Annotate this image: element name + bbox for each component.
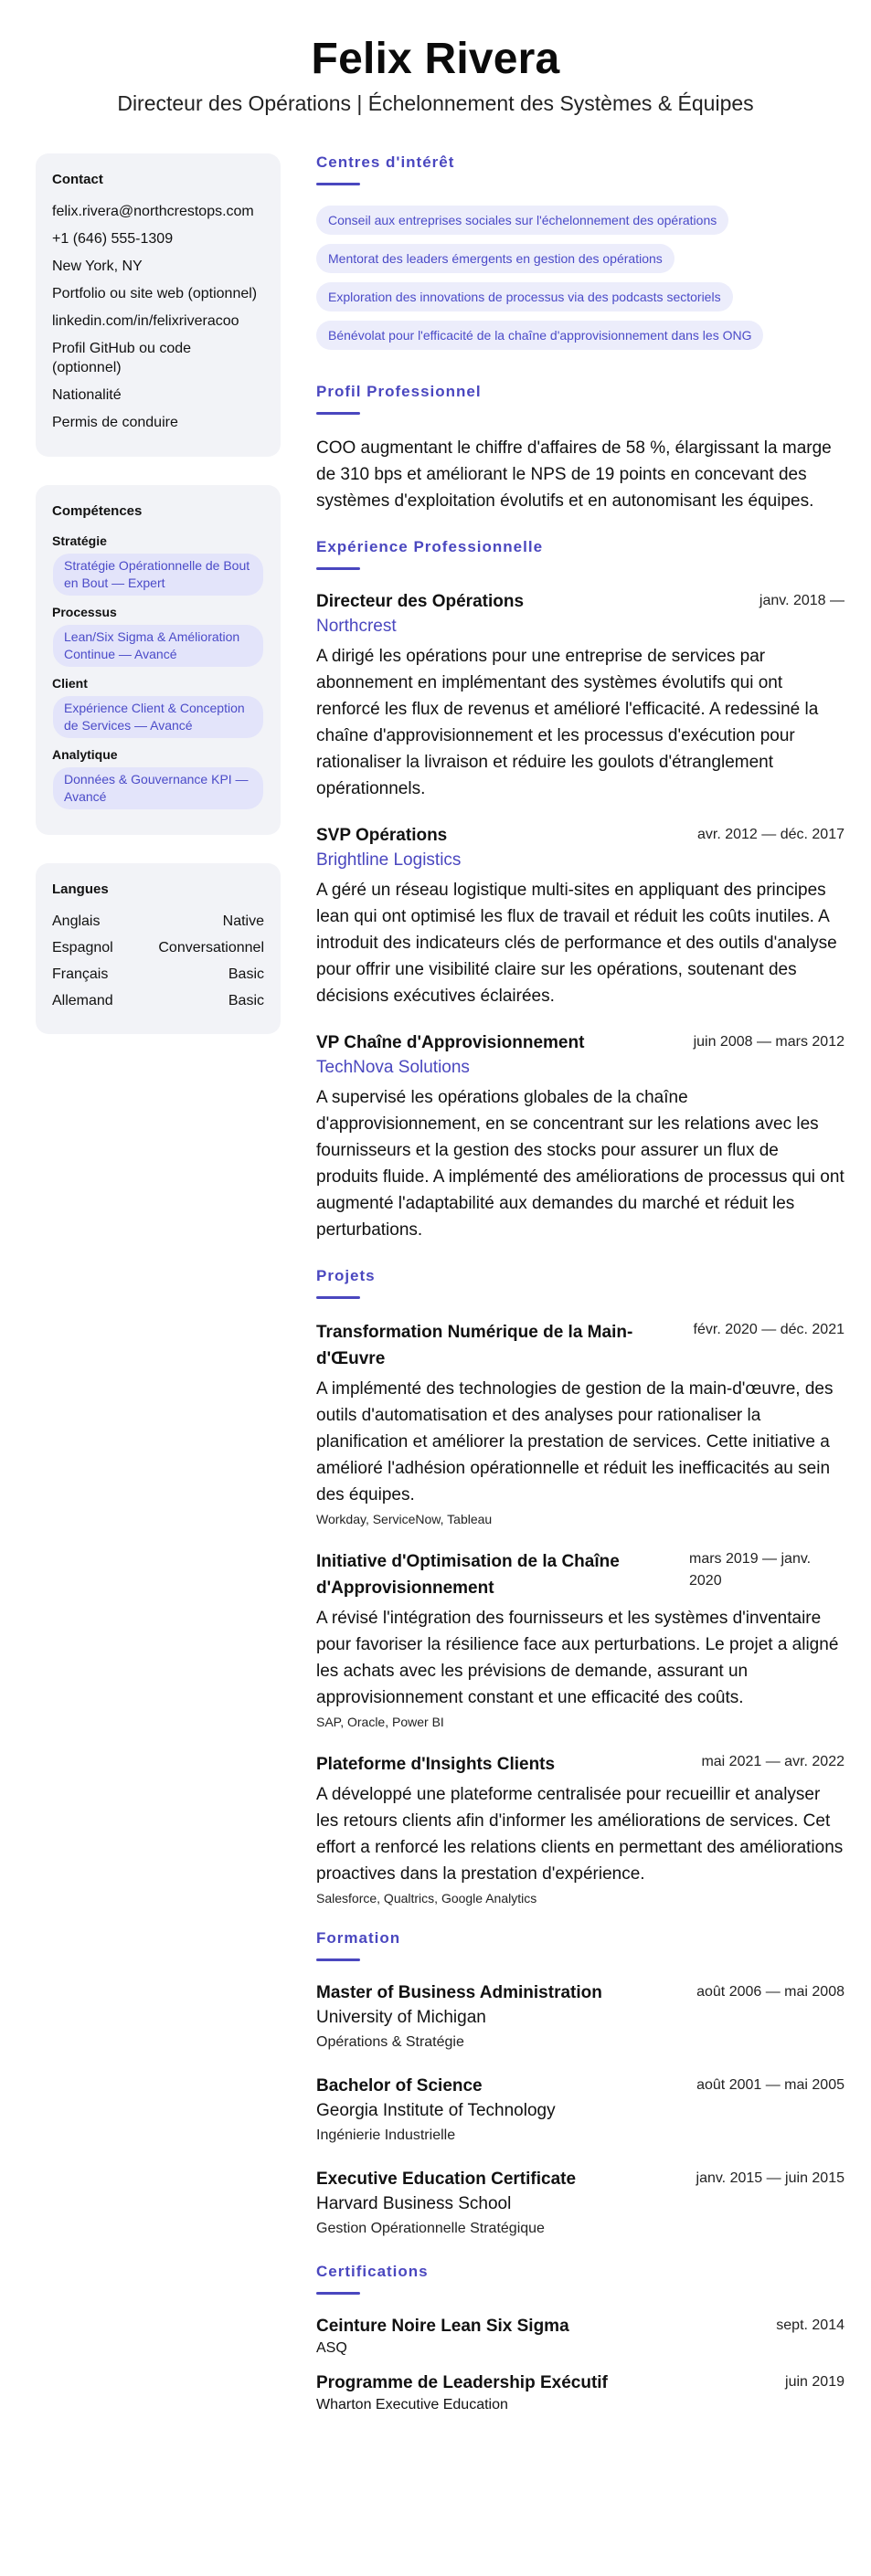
profile-summary: COO augmentant le chiffre d'affaires de 58 %, élargissant la marge de 310 bps et améliorant le NPS de 19 points en concevant des systèmes d'exploitation évolutifs et en autonomisant les équipes. bbox=[316, 438, 832, 511]
interests-section bbox=[316, 153, 844, 359]
certification-date: juin 2019 bbox=[785, 2374, 844, 2390]
section-divider bbox=[316, 1296, 360, 1299]
field-of-study: Gestion Opérationnelle Stratégique bbox=[316, 2221, 545, 2236]
experience-section bbox=[316, 538, 844, 1243]
project-description: A développé une plateforme centralisée pour recueillir et analyser les retours clients afin d'informer les améliorations de services. Cet effort a renforcé les relations clients en permettant des améliorations proactives dans la prestation d'expérience. bbox=[316, 1785, 844, 1884]
project-entry bbox=[316, 1319, 844, 1526]
project-title: Initiative d'Optimisation de la Chaîne d'Approvisionnement bbox=[316, 1552, 620, 1598]
section-title: Projets bbox=[316, 1267, 376, 1284]
skill-category: Analytique bbox=[52, 747, 118, 762]
skill-category: Processus bbox=[52, 605, 117, 619]
job-title: SVP Opérations bbox=[316, 826, 448, 845]
certification-issuer: Wharton Executive Education bbox=[316, 2397, 508, 2412]
school-name: Harvard Business School bbox=[316, 2194, 512, 2213]
contact-email[interactable]: felix.rivera@northcrestops.com bbox=[52, 204, 254, 219]
job-description: A dirigé les opérations pour une entreprise de services par abonnement en implémentant des systèmes évolutifs qui ont renforcé les flux de revenus et amélioré l'efficacité. A redessiné la chaîne d'approvisionnement et les processus d'exécution pour rationaliser la livraison et réduire les goulots d'étranglement opérationnels. bbox=[316, 647, 819, 798]
contact-title: Contact bbox=[52, 172, 103, 187]
degree-title: Bachelor of Science bbox=[316, 2076, 483, 2096]
school-name: Georgia Institute of Technology bbox=[316, 2101, 556, 2120]
section-title: Expérience Professionnelle bbox=[316, 538, 544, 555]
job-description: A supervisé les opérations globales de la chaîne d'approvisionnement, en se concentrant sur les relations avec les fournisseurs et la gestion des stocks pour assurer un flux de produits fluide. A implémenté des améliorations de processus qui ont augmenté l'adaptabilité aux demandes du marché et réduit les perturbations. bbox=[316, 1088, 844, 1240]
education-section bbox=[316, 1929, 844, 2239]
language-row bbox=[52, 965, 264, 985]
section-title: Formation bbox=[316, 1929, 401, 1947]
interest-pill: Conseil aux entreprises sociales sur l'échelonnement des opérations bbox=[316, 206, 728, 235]
candidate-name: Felix Rivera bbox=[311, 35, 560, 83]
main-content bbox=[316, 153, 844, 2439]
contact-phone[interactable]: +1 (646) 555-1309 bbox=[52, 231, 174, 247]
skill-group bbox=[52, 747, 264, 809]
language-row bbox=[52, 912, 264, 932]
certification-entry bbox=[316, 2371, 844, 2415]
section-divider bbox=[316, 567, 360, 570]
section-title: Profil Professionnel bbox=[316, 383, 482, 400]
section-divider bbox=[316, 1958, 360, 1961]
project-entry bbox=[316, 1751, 844, 1906]
contact-github: Profil GitHub ou code (optionnel) bbox=[52, 341, 192, 375]
sidebar bbox=[36, 153, 281, 1062]
certification-name: Ceinture Noire Lean Six Sigma bbox=[316, 2317, 569, 2336]
certification-entry bbox=[316, 2315, 844, 2359]
contact-license: Permis de conduire bbox=[52, 415, 178, 430]
language-name: Allemand bbox=[52, 993, 113, 1008]
section-divider bbox=[316, 2292, 360, 2295]
contact-nationality: Nationalité bbox=[52, 387, 122, 403]
interest-pill: Exploration des innovations de processus via des podcasts sectoriels bbox=[316, 282, 733, 311]
profile-section bbox=[316, 383, 844, 514]
language-name: Espagnol bbox=[52, 940, 113, 955]
skills-title: Compétences bbox=[52, 503, 143, 519]
language-level: Conversationnel bbox=[158, 940, 264, 955]
certifications-section bbox=[316, 2263, 844, 2415]
candidate-headline: Directeur des Opérations | Échelonnement des Systèmes & Équipes bbox=[117, 91, 754, 115]
skill-group bbox=[52, 605, 264, 667]
skills-card bbox=[36, 485, 281, 835]
education-dates: janv. 2015 — juin 2015 bbox=[696, 2170, 844, 2186]
interest-pill: Mentorat des leaders émergents en gestion des opérations bbox=[316, 244, 674, 273]
education-entry bbox=[316, 2075, 844, 2146]
section-divider bbox=[316, 183, 360, 185]
skill-pill: Expérience Client & Conception de Services — Avancé bbox=[53, 696, 263, 738]
resume-header bbox=[0, 0, 871, 117]
project-description: A révisé l'intégration des fournisseurs et les systèmes d'inventaire pour favoriser la résilience face aux perturbations. Le projet a aligné les achats avec les prévisions de demande, assurant un approvisionnement constant et une efficacité des coûts. bbox=[316, 1609, 839, 1707]
field-of-study: Ingénierie Industrielle bbox=[316, 2127, 456, 2143]
job-dates: avr. 2012 — déc. 2017 bbox=[697, 827, 844, 842]
section-title: Certifications bbox=[316, 2263, 429, 2280]
education-entry bbox=[316, 1981, 844, 2053]
project-title: Transformation Numérique de la Main-d'Œuvre bbox=[316, 1323, 633, 1368]
degree-title: Executive Education Certificate bbox=[316, 2170, 577, 2189]
language-level: Basic bbox=[228, 993, 264, 1008]
certification-issuer: ASQ bbox=[316, 2340, 347, 2356]
experience-entry bbox=[316, 1031, 844, 1243]
project-dates: mai 2021 — avr. 2022 bbox=[701, 1754, 844, 1769]
degree-title: Master of Business Administration bbox=[316, 1983, 602, 2002]
language-name: Anglais bbox=[52, 913, 101, 929]
project-tech: Workday, ServiceNow, Tableau bbox=[316, 1512, 493, 1526]
section-divider bbox=[316, 412, 360, 415]
education-dates: août 2006 — mai 2008 bbox=[696, 1984, 844, 2000]
project-dates: févr. 2020 — déc. 2021 bbox=[693, 1322, 844, 1337]
job-dates: juin 2008 — mars 2012 bbox=[693, 1034, 844, 1050]
job-dates: janv. 2018 — bbox=[759, 593, 844, 608]
project-entry bbox=[316, 1548, 844, 1729]
language-name: Français bbox=[52, 966, 109, 982]
project-title: Plateforme d'Insights Clients bbox=[316, 1755, 556, 1774]
experience-entry bbox=[316, 824, 844, 1009]
certification-name: Programme de Leadership Exécutif bbox=[316, 2373, 608, 2392]
education-dates: août 2001 — mai 2005 bbox=[696, 2077, 844, 2093]
skill-group bbox=[52, 676, 264, 738]
skill-pill: Données & Gouvernance KPI — Avancé bbox=[53, 767, 263, 809]
contact-linkedin[interactable]: linkedin.com/in/felixriveracoo bbox=[52, 313, 239, 329]
skill-category: Client bbox=[52, 676, 88, 691]
contact-portfolio: Portfolio ou site web (optionnel) bbox=[52, 286, 258, 301]
job-description: A géré un réseau logistique multi-sites en appliquant des principes lean qui ont optimisé les flux de travail et réduit les coûts inutiles. A introduit des indicateurs clés de performance et des outils d'analyse pour offrir une visibilité claire sur les opérations, soutenant des décisions exécutives éclairées. bbox=[316, 881, 837, 1006]
skill-pill: Stratégie Opérationnelle de Bout en Bout — Expert bbox=[53, 554, 263, 596]
job-title: VP Chaîne d'Approvisionnement bbox=[316, 1033, 585, 1052]
school-name: University of Michigan bbox=[316, 2008, 486, 2027]
job-company: Brightline Logistics bbox=[316, 850, 462, 870]
experience-entry bbox=[316, 590, 844, 802]
interest-pill: Bénévolat pour l'efficacité de la chaîne d'approvisionnement dans les ONG bbox=[316, 321, 763, 350]
project-tech: Salesforce, Qualtrics, Google Analytics bbox=[316, 1891, 537, 1906]
field-of-study: Opérations & Stratégie bbox=[316, 2034, 464, 2050]
job-company: TechNova Solutions bbox=[316, 1058, 470, 1077]
language-row bbox=[52, 938, 264, 958]
contact-location: New York, NY bbox=[52, 259, 143, 274]
languages-title: Langues bbox=[52, 882, 109, 897]
project-dates: mars 2019 — janv. 2020 bbox=[689, 1551, 812, 1589]
contact-card bbox=[36, 153, 281, 457]
languages-card bbox=[36, 863, 281, 1034]
certification-date: sept. 2014 bbox=[776, 2317, 844, 2333]
projects-section bbox=[316, 1267, 844, 1906]
skill-group bbox=[52, 533, 264, 596]
skill-category: Stratégie bbox=[52, 533, 107, 548]
section-title: Centres d'intérêt bbox=[316, 153, 455, 171]
language-row bbox=[52, 991, 264, 1011]
language-level: Native bbox=[222, 913, 264, 929]
job-title: Directeur des Opérations bbox=[316, 592, 525, 611]
job-company: Northcrest bbox=[316, 617, 397, 636]
project-description: A implémenté des technologies de gestion de la main-d'œuvre, des outils d'automatisation et des analyses pour rationaliser la planification et améliorer la prestation de services. Cette initiative a amélioré l'adhésion opérationnelle et réduit les inefficacités au sein des équipes. bbox=[316, 1379, 834, 1504]
skill-pill: Lean/Six Sigma & Amélioration Continue — Avancé bbox=[53, 625, 263, 667]
project-tech: SAP, Oracle, Power BI bbox=[316, 1715, 444, 1729]
language-level: Basic bbox=[228, 966, 264, 982]
education-entry bbox=[316, 2168, 844, 2239]
